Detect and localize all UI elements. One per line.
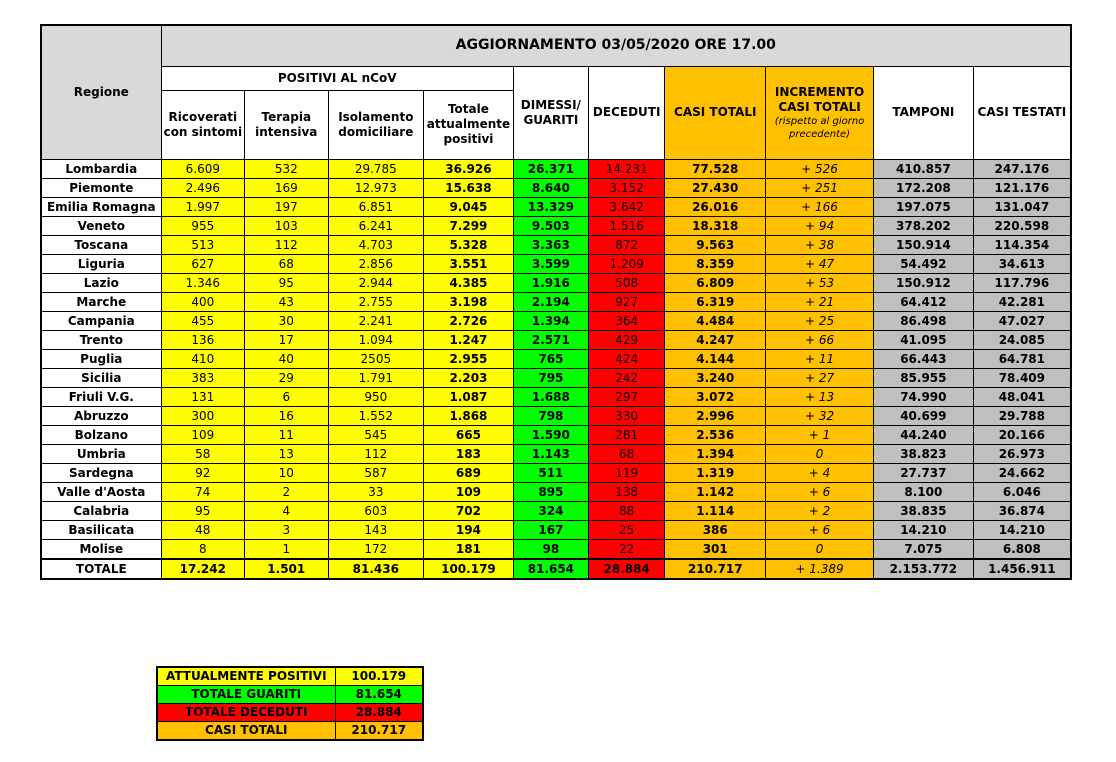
cell-casi: 4.247: [665, 330, 766, 349]
cell-testati: 48.041: [973, 387, 1071, 406]
header-casi-testati: CASI TESTATI: [973, 66, 1071, 159]
cell-ricoverati: 455: [161, 311, 244, 330]
cell-terapia: 197: [245, 197, 328, 216]
cell-tamponi: 86.498: [873, 311, 973, 330]
summary-label: TOTALE GUARITI: [157, 686, 335, 704]
cell-testati: 36.874: [973, 501, 1071, 520]
cell-totale: 665: [424, 425, 514, 444]
cell-ricoverati: 300: [161, 406, 244, 425]
table-row: [41, 292, 1071, 311]
cell-testati: 78.409: [973, 368, 1071, 387]
cell-totale: 9.045: [424, 197, 514, 216]
table-row: [41, 425, 1071, 444]
cell-terapia: 2: [245, 482, 328, 501]
cell-deceduti: 3.152: [589, 178, 665, 197]
cell-totale: 194: [424, 520, 514, 539]
cell-deceduti: 25: [589, 520, 665, 539]
cell-testati: 6.808: [973, 539, 1071, 559]
table-row: [41, 254, 1071, 273]
table-row: [41, 501, 1071, 520]
cell-testati: 121.176: [973, 178, 1071, 197]
cell-ricoverati: 8: [161, 539, 244, 559]
cell-regione: Veneto: [41, 216, 161, 235]
cell-totale: 183: [424, 444, 514, 463]
table-row: [41, 159, 1071, 178]
cell-tamponi: 44.240: [873, 425, 973, 444]
cell-dimessi: 3.599: [513, 254, 588, 273]
cell-terapia: 16: [245, 406, 328, 425]
cell-casi: 9.563: [665, 235, 766, 254]
cell-incremento: 0: [766, 444, 874, 463]
cell-incremento: + 251: [766, 178, 874, 197]
cell-dimessi: 765: [513, 349, 588, 368]
table-row-totale: [41, 559, 1071, 579]
table-row: [41, 482, 1071, 501]
cell-tamponi: 197.075: [873, 197, 973, 216]
cell-casi: 4.144: [665, 349, 766, 368]
cell-ricoverati: 95: [161, 501, 244, 520]
table-row: [41, 349, 1071, 368]
cell-dimessi: 795: [513, 368, 588, 387]
cell-dimessi: 1.143: [513, 444, 588, 463]
cell-totale: 2.726: [424, 311, 514, 330]
cell-tamponi: 38.835: [873, 501, 973, 520]
cell-incremento: + 32: [766, 406, 874, 425]
cell-casi: 6.319: [665, 292, 766, 311]
cell-deceduti: 281: [589, 425, 665, 444]
cell-dimessi: 1.590: [513, 425, 588, 444]
cell-terapia: 10: [245, 463, 328, 482]
cell-testati: 64.781: [973, 349, 1071, 368]
cell-ricoverati: 1.997: [161, 197, 244, 216]
header-incremento: [766, 66, 874, 159]
cell-casi: 1.142: [665, 482, 766, 501]
cell-terapia: 532: [245, 159, 328, 178]
cell-casi: 1.319: [665, 463, 766, 482]
table-row: [41, 520, 1071, 539]
cell-dimessi: 13.329: [513, 197, 588, 216]
table-row: [41, 273, 1071, 292]
cell-regione: Trento: [41, 330, 161, 349]
cell-regione: Sardegna: [41, 463, 161, 482]
cell-ricoverati: 410: [161, 349, 244, 368]
cell-regione: Valle d'Aosta: [41, 482, 161, 501]
cell-deceduti: 872: [589, 235, 665, 254]
table-row: [41, 406, 1071, 425]
cell-terapia: 29: [245, 368, 328, 387]
cell-testati: 24.662: [973, 463, 1071, 482]
cell-dimessi: 2.194: [513, 292, 588, 311]
cell-ricoverati: 48: [161, 520, 244, 539]
cell-dimessi: 8.640: [513, 178, 588, 197]
cell-isolamento: 172: [328, 539, 424, 559]
summary-body: [157, 667, 423, 740]
cell-regione: Puglia: [41, 349, 161, 368]
cell-ricoverati: 74: [161, 482, 244, 501]
cell-tamponi: 27.737: [873, 463, 973, 482]
header-dimessi: DIMESSI/ GUARITI: [513, 66, 588, 159]
cell-ricoverati: 400: [161, 292, 244, 311]
cell-testati: 42.281: [973, 292, 1071, 311]
cell-tamponi: 2.153.772: [873, 559, 973, 579]
cell-deceduti: 68: [589, 444, 665, 463]
header-tamponi: TAMPONI: [873, 66, 973, 159]
summary-row: [157, 704, 423, 722]
cell-tamponi: 85.955: [873, 368, 973, 387]
cell-ricoverati: 131: [161, 387, 244, 406]
table-row: [41, 387, 1071, 406]
cell-deceduti: 297: [589, 387, 665, 406]
cell-ricoverati: 2.496: [161, 178, 244, 197]
cell-totale: 109: [424, 482, 514, 501]
summary-value: 100.179: [335, 667, 423, 686]
cell-isolamento: 2.944: [328, 273, 424, 292]
cell-incremento: + 66: [766, 330, 874, 349]
cell-incremento: + 2: [766, 501, 874, 520]
cell-regione: Calabria: [41, 501, 161, 520]
cell-isolamento: 6.241: [328, 216, 424, 235]
cell-deceduti: 88: [589, 501, 665, 520]
covid-regional-table: [40, 24, 1072, 580]
cell-tamponi: 74.990: [873, 387, 973, 406]
cell-regione: TOTALE: [41, 559, 161, 579]
cell-incremento: + 47: [766, 254, 874, 273]
cell-dimessi: 2.571: [513, 330, 588, 349]
cell-casi: 301: [665, 539, 766, 559]
cell-isolamento: 2.856: [328, 254, 424, 273]
cell-totale: 2.955: [424, 349, 514, 368]
cell-deceduti: 119: [589, 463, 665, 482]
cell-tamponi: 66.443: [873, 349, 973, 368]
cell-regione: Piemonte: [41, 178, 161, 197]
cell-testati: 1.456.911: [973, 559, 1071, 579]
header-ricoverati: Ricoverati con sintomi: [161, 90, 244, 159]
cell-ricoverati: 136: [161, 330, 244, 349]
cell-isolamento: 1.094: [328, 330, 424, 349]
cell-casi: 27.430: [665, 178, 766, 197]
cell-isolamento: 587: [328, 463, 424, 482]
cell-regione: Umbria: [41, 444, 161, 463]
cell-incremento: + 25: [766, 311, 874, 330]
cell-incremento: + 27: [766, 368, 874, 387]
cell-ricoverati: 955: [161, 216, 244, 235]
header-deceduti: DECEDUTI: [589, 66, 665, 159]
cell-deceduti: 28.884: [589, 559, 665, 579]
cell-deceduti: 242: [589, 368, 665, 387]
header-regione: Regione: [41, 25, 161, 159]
cell-totale: 1.247: [424, 330, 514, 349]
summary-label: TOTALE DECEDUTI: [157, 704, 335, 722]
cell-regione: Campania: [41, 311, 161, 330]
cell-totale: 1.868: [424, 406, 514, 425]
header-terapia: Terapia intensiva: [245, 90, 328, 159]
cell-deceduti: 508: [589, 273, 665, 292]
cell-isolamento: 29.785: [328, 159, 424, 178]
cell-totale: 36.926: [424, 159, 514, 178]
cell-testati: 131.047: [973, 197, 1071, 216]
cell-deceduti: 424: [589, 349, 665, 368]
cell-casi: 2.536: [665, 425, 766, 444]
cell-regione: Emilia Romagna: [41, 197, 161, 216]
cell-ricoverati: 627: [161, 254, 244, 273]
header-positivi-group: POSITIVI AL nCoV: [161, 66, 513, 90]
cell-deceduti: 330: [589, 406, 665, 425]
cell-tamponi: 150.914: [873, 235, 973, 254]
header-incremento-label: INCREMENTO CASI TOTALI: [774, 84, 865, 114]
summary-row: [157, 722, 423, 741]
cell-testati: 247.176: [973, 159, 1071, 178]
table-row: [41, 216, 1071, 235]
cell-deceduti: 429: [589, 330, 665, 349]
cell-isolamento: 1.791: [328, 368, 424, 387]
cell-dimessi: 1.394: [513, 311, 588, 330]
cell-regione: Lazio: [41, 273, 161, 292]
table-row: [41, 330, 1071, 349]
table-row: [41, 368, 1071, 387]
cell-terapia: 95: [245, 273, 328, 292]
cell-casi: 210.717: [665, 559, 766, 579]
summary-label: CASI TOTALI: [157, 722, 335, 741]
cell-totale: 15.638: [424, 178, 514, 197]
cell-incremento: + 6: [766, 482, 874, 501]
cell-tamponi: 64.412: [873, 292, 973, 311]
cell-terapia: 1: [245, 539, 328, 559]
cell-totale: 3.198: [424, 292, 514, 311]
cell-ricoverati: 1.346: [161, 273, 244, 292]
cell-casi: 8.359: [665, 254, 766, 273]
cell-ricoverati: 513: [161, 235, 244, 254]
cell-tamponi: 8.100: [873, 482, 973, 501]
cell-totale: 4.385: [424, 273, 514, 292]
cell-terapia: 11: [245, 425, 328, 444]
cell-incremento: 0: [766, 539, 874, 559]
cell-deceduti: 1.516: [589, 216, 665, 235]
cell-isolamento: 603: [328, 501, 424, 520]
cell-regione: Sicilia: [41, 368, 161, 387]
cell-casi: 26.016: [665, 197, 766, 216]
cell-casi: 77.528: [665, 159, 766, 178]
cell-totale: 7.299: [424, 216, 514, 235]
cell-isolamento: 143: [328, 520, 424, 539]
cell-incremento: + 13: [766, 387, 874, 406]
cell-isolamento: 2.241: [328, 311, 424, 330]
cell-deceduti: 3.642: [589, 197, 665, 216]
cell-ricoverati: 17.242: [161, 559, 244, 579]
cell-terapia: 17: [245, 330, 328, 349]
table-row: [41, 463, 1071, 482]
cell-terapia: 1.501: [245, 559, 328, 579]
cell-testati: 26.973: [973, 444, 1071, 463]
cell-incremento: + 94: [766, 216, 874, 235]
table-row: [41, 178, 1071, 197]
cell-dimessi: 798: [513, 406, 588, 425]
cell-casi: 2.996: [665, 406, 766, 425]
cell-testati: 14.210: [973, 520, 1071, 539]
cell-isolamento: 4.703: [328, 235, 424, 254]
cell-terapia: 43: [245, 292, 328, 311]
cell-tamponi: 150.912: [873, 273, 973, 292]
summary-value: 81.654: [335, 686, 423, 704]
cell-deceduti: 14.231: [589, 159, 665, 178]
cell-terapia: 30: [245, 311, 328, 330]
cell-totale: 2.203: [424, 368, 514, 387]
cell-testati: 117.796: [973, 273, 1071, 292]
cell-incremento: + 53: [766, 273, 874, 292]
cell-dimessi: 1.688: [513, 387, 588, 406]
cell-testati: 20.166: [973, 425, 1071, 444]
cell-ricoverati: 92: [161, 463, 244, 482]
cell-incremento: + 6: [766, 520, 874, 539]
cell-ricoverati: 109: [161, 425, 244, 444]
cell-regione: Marche: [41, 292, 161, 311]
cell-casi: 4.484: [665, 311, 766, 330]
summary-value: 28.884: [335, 704, 423, 722]
table-row: [41, 444, 1071, 463]
cell-incremento: + 21: [766, 292, 874, 311]
cell-dimessi: 98: [513, 539, 588, 559]
cell-casi: 1.114: [665, 501, 766, 520]
cell-casi: 1.394: [665, 444, 766, 463]
summary-value: 210.717: [335, 722, 423, 741]
cell-incremento: + 1: [766, 425, 874, 444]
table-row: [41, 235, 1071, 254]
cell-tamponi: 54.492: [873, 254, 973, 273]
cell-incremento: + 4: [766, 463, 874, 482]
cell-regione: Molise: [41, 539, 161, 559]
cell-testati: 220.598: [973, 216, 1071, 235]
cell-isolamento: 12.973: [328, 178, 424, 197]
cell-regione: Abruzzo: [41, 406, 161, 425]
cell-regione: Liguria: [41, 254, 161, 273]
cell-terapia: 112: [245, 235, 328, 254]
cell-incremento: + 526: [766, 159, 874, 178]
header-isolamento: Isolamento domiciliare: [328, 90, 424, 159]
cell-incremento: + 166: [766, 197, 874, 216]
cell-isolamento: 950: [328, 387, 424, 406]
table-row: [41, 197, 1071, 216]
cell-testati: 34.613: [973, 254, 1071, 273]
cell-dimessi: 511: [513, 463, 588, 482]
cell-deceduti: 22: [589, 539, 665, 559]
cell-casi: 18.318: [665, 216, 766, 235]
cell-ricoverati: 6.609: [161, 159, 244, 178]
cell-deceduti: 138: [589, 482, 665, 501]
cell-terapia: 68: [245, 254, 328, 273]
cell-totale: 1.087: [424, 387, 514, 406]
cell-dimessi: 81.654: [513, 559, 588, 579]
cell-tamponi: 41.095: [873, 330, 973, 349]
cell-dimessi: 3.363: [513, 235, 588, 254]
update-title: AGGIORNAMENTO 03/05/2020 ORE 17.00: [161, 25, 1071, 66]
header-incremento-note: (rispetto al giorno precedente): [774, 115, 865, 140]
cell-terapia: 6: [245, 387, 328, 406]
cell-isolamento: 33: [328, 482, 424, 501]
cell-terapia: 169: [245, 178, 328, 197]
cell-incremento: + 11: [766, 349, 874, 368]
cell-isolamento: 112: [328, 444, 424, 463]
cell-casi: 3.240: [665, 368, 766, 387]
cell-dimessi: 324: [513, 501, 588, 520]
cell-totale: 181: [424, 539, 514, 559]
cell-regione: Friuli V.G.: [41, 387, 161, 406]
header-totale-positivi: Totale attualmente positivi: [424, 90, 514, 159]
table-row: [41, 311, 1071, 330]
cell-dimessi: 167: [513, 520, 588, 539]
cell-tamponi: 172.208: [873, 178, 973, 197]
cell-isolamento: 545: [328, 425, 424, 444]
summary-row: [157, 667, 423, 686]
cell-dimessi: 26.371: [513, 159, 588, 178]
cell-regione: Bolzano: [41, 425, 161, 444]
cell-terapia: 13: [245, 444, 328, 463]
cell-incremento: + 1.389: [766, 559, 874, 579]
cell-isolamento: 2505: [328, 349, 424, 368]
summary-table: [156, 666, 424, 741]
cell-casi: 6.809: [665, 273, 766, 292]
cell-deceduti: 364: [589, 311, 665, 330]
cell-isolamento: 6.851: [328, 197, 424, 216]
cell-isolamento: 2.755: [328, 292, 424, 311]
cell-testati: 29.788: [973, 406, 1071, 425]
cell-totale: 5.328: [424, 235, 514, 254]
cell-testati: 6.046: [973, 482, 1071, 501]
cell-tamponi: 38.823: [873, 444, 973, 463]
cell-terapia: 103: [245, 216, 328, 235]
cell-regione: Toscana: [41, 235, 161, 254]
cell-isolamento: 1.552: [328, 406, 424, 425]
cell-incremento: + 38: [766, 235, 874, 254]
cell-tamponi: 40.699: [873, 406, 973, 425]
table-body: [41, 159, 1071, 579]
cell-regione: Basilicata: [41, 520, 161, 539]
summary-row: [157, 686, 423, 704]
cell-ricoverati: 58: [161, 444, 244, 463]
cell-dimessi: 1.916: [513, 273, 588, 292]
cell-casi: 386: [665, 520, 766, 539]
cell-ricoverati: 383: [161, 368, 244, 387]
cell-totale: 689: [424, 463, 514, 482]
cell-tamponi: 14.210: [873, 520, 973, 539]
summary-label: ATTUALMENTE POSITIVI: [157, 667, 335, 686]
cell-dimessi: 9.503: [513, 216, 588, 235]
cell-dimessi: 895: [513, 482, 588, 501]
table-row: [41, 539, 1071, 559]
cell-casi: 3.072: [665, 387, 766, 406]
cell-terapia: 4: [245, 501, 328, 520]
cell-totale: 702: [424, 501, 514, 520]
cell-terapia: 3: [245, 520, 328, 539]
cell-totale: 100.179: [424, 559, 514, 579]
cell-tamponi: 410.857: [873, 159, 973, 178]
cell-regione: Lombardia: [41, 159, 161, 178]
cell-totale: 3.551: [424, 254, 514, 273]
cell-deceduti: 927: [589, 292, 665, 311]
cell-testati: 24.085: [973, 330, 1071, 349]
header-casi-totali: CASI TOTALI: [665, 66, 766, 159]
cell-deceduti: 1.209: [589, 254, 665, 273]
cell-testati: 114.354: [973, 235, 1071, 254]
cell-isolamento: 81.436: [328, 559, 424, 579]
cell-tamponi: 7.075: [873, 539, 973, 559]
cell-terapia: 40: [245, 349, 328, 368]
cell-tamponi: 378.202: [873, 216, 973, 235]
cell-testati: 47.027: [973, 311, 1071, 330]
